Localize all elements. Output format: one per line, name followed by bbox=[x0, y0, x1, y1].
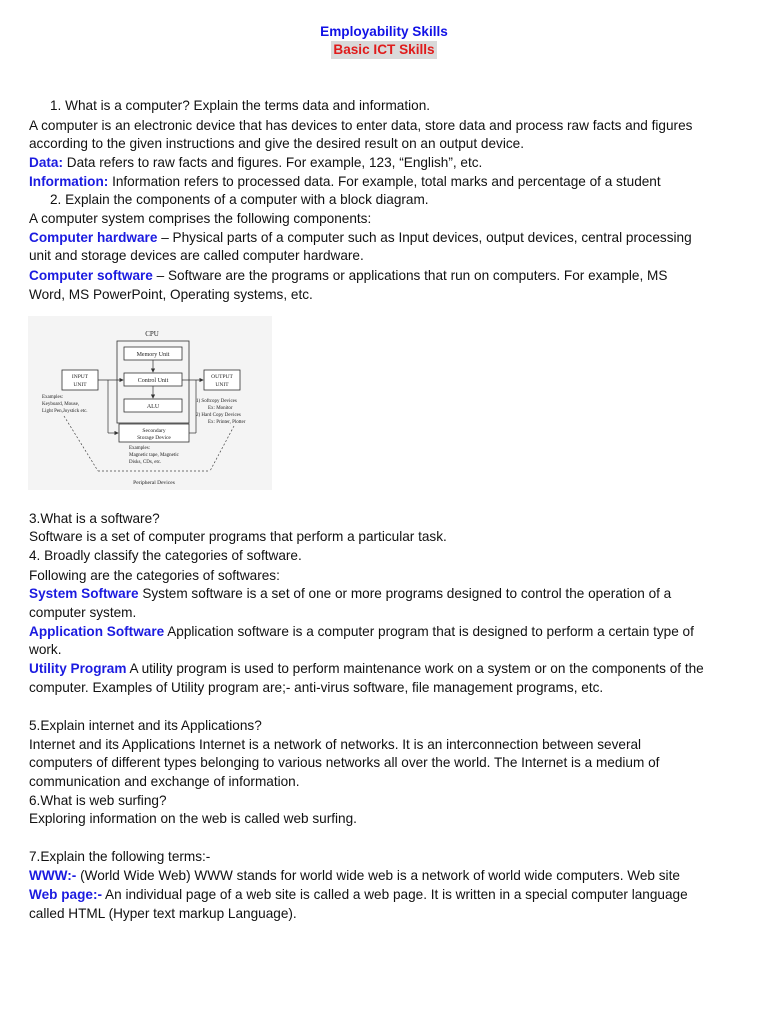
input-unit-label-1: INPUT bbox=[71, 374, 89, 380]
q1-information-definition bbox=[29, 173, 661, 191]
storage-label-1: Secondary bbox=[142, 428, 166, 434]
utility-program-text: A utility program is used to perform maintenance work on a system or on the components of the bbox=[126, 661, 704, 676]
q6-question: 6.What is web surfing? bbox=[29, 793, 167, 808]
webpage-text: An individual page of a web site is called a web page. It is written in a special computer language bbox=[102, 887, 688, 902]
information-term: Information: bbox=[29, 174, 109, 189]
q4-intro: Following are the categories of softwares: bbox=[29, 568, 280, 583]
q2-hardware-line-2: unit and storage devices are called computer hardware. bbox=[29, 248, 364, 263]
q5-answer-line-2: computers of different types belonging to various networks all over the world. The Internet is a medium of bbox=[29, 755, 660, 770]
q7-webpage-line-1 bbox=[29, 886, 688, 904]
block-diagram-svg bbox=[28, 316, 272, 490]
document-subtitle-wrap bbox=[0, 41, 768, 59]
storage-label-2: Storage Device bbox=[137, 435, 171, 441]
input-unit-label-2: UNIT bbox=[73, 382, 87, 388]
q7-webpage-line-2: called HTML (Hyper text markup Language). bbox=[29, 906, 297, 921]
software-text: – Software are the programs or applications that run on computers. For example, MS bbox=[152, 268, 668, 283]
q2-software-line-1 bbox=[29, 267, 667, 285]
q6-answer: Exploring information on the web is called web surfing. bbox=[29, 811, 357, 826]
hardware-term: Computer hardware bbox=[29, 230, 158, 245]
control-unit-label: Control Unit bbox=[137, 378, 169, 384]
memory-unit-label: Memory Unit bbox=[136, 352, 170, 358]
input-examples-3: Light Pen,Joystick etc. bbox=[42, 409, 88, 414]
q5-question: 5.Explain internet and its Applications? bbox=[29, 718, 262, 733]
input-examples-1: Examples: bbox=[42, 395, 64, 400]
q4-system-line-2: computer system. bbox=[29, 605, 137, 620]
hardware-text: – Physical parts of a computer such as Input devices, output devices, central processing bbox=[157, 230, 692, 245]
q2-software-line-2: Word, MS PowerPoint, Operating systems, etc. bbox=[29, 287, 313, 302]
application-software-text: Application software is a computer program that is designed to perform a certain type of bbox=[164, 624, 694, 639]
output-unit-label-1: OUTPUT bbox=[211, 374, 233, 380]
document-subtitle: Basic ICT Skills bbox=[333, 42, 435, 57]
output-examples-2: Ex: Monitor bbox=[208, 406, 233, 411]
www-text: (World Wide Web) WWW stands for world wide web is a network of world wide computers. Web site bbox=[76, 868, 680, 883]
computer-block-diagram bbox=[28, 316, 272, 490]
q4-system-line-1 bbox=[29, 585, 671, 603]
q5-answer-line-3: communication and exchange of information. bbox=[29, 774, 300, 789]
q1-answer-line-2: according to the given instructions and give the desired result on an output device. bbox=[29, 136, 524, 151]
q4-question: 4. Broadly classify the categories of software. bbox=[29, 548, 302, 563]
q4-application-line-1 bbox=[29, 623, 694, 641]
software-term: Computer software bbox=[29, 268, 153, 283]
q1-data-definition bbox=[29, 154, 482, 172]
q3-answer: Software is a set of computer programs that perform a particular task. bbox=[29, 529, 447, 544]
q7-www-definition bbox=[29, 867, 680, 885]
information-text: Information refers to processed data. For example, total marks and percentage of a student bbox=[108, 174, 661, 189]
webpage-term: Web page:- bbox=[29, 887, 103, 902]
system-software-text: System software is a set of one or more programs designed to control the operation of a bbox=[138, 586, 672, 601]
output-examples-1: 1) Softcopy Devices bbox=[196, 399, 237, 404]
alu-label: ALU bbox=[146, 404, 160, 410]
data-term: Data: bbox=[29, 155, 63, 170]
output-examples-4: Ex: Printer, Plotter bbox=[208, 420, 246, 425]
application-software-term: Application Software bbox=[29, 624, 165, 639]
q4-application-line-2: work. bbox=[29, 642, 62, 657]
utility-program-term: Utility Program bbox=[29, 661, 127, 676]
www-term: WWW:- bbox=[29, 868, 77, 883]
q2-intro: A computer system comprises the following components: bbox=[29, 211, 372, 226]
q5-answer-line-1: Internet and its Applications Internet is a network of networks. It is an interconnection between several bbox=[29, 737, 642, 752]
q1-answer-line-1: A computer is an electronic device that has devices to enter data, store data and process raw facts and figures bbox=[29, 118, 693, 133]
q2-question: 2. Explain the components of a computer with a block diagram. bbox=[50, 192, 429, 207]
storage-examples-1: Examples: bbox=[129, 446, 151, 451]
cpu-label: CPU bbox=[145, 330, 159, 338]
document-title: Employability Skills bbox=[320, 24, 448, 39]
data-text: Data refers to raw facts and figures. For example, 123, “English”, etc. bbox=[63, 155, 483, 170]
peripheral-devices-label: Peripheral Devices bbox=[133, 480, 175, 486]
input-examples-2: Keyboard, Mouse, bbox=[42, 402, 80, 407]
q4-utility-line-2: computer. Examples of Utility program are;- anti-virus software, file management programs, etc. bbox=[29, 680, 604, 695]
q2-hardware-line-1 bbox=[29, 229, 692, 247]
system-software-term: System Software bbox=[29, 586, 139, 601]
q7-question: 7.Explain the following terms:- bbox=[29, 849, 211, 864]
q1-question: 1. What is a computer? Explain the terms data and information. bbox=[50, 98, 431, 113]
q3-question: 3.What is a software? bbox=[29, 511, 160, 526]
output-unit-label-2: UNIT bbox=[215, 382, 229, 388]
storage-examples-3: Disks, CDs, etc. bbox=[129, 460, 162, 465]
storage-examples-2: Magnetic tape, Magnetic bbox=[129, 453, 179, 458]
q4-utility-line-1 bbox=[29, 660, 704, 678]
output-examples-3: 2) Hard Copy Devices bbox=[196, 413, 241, 418]
